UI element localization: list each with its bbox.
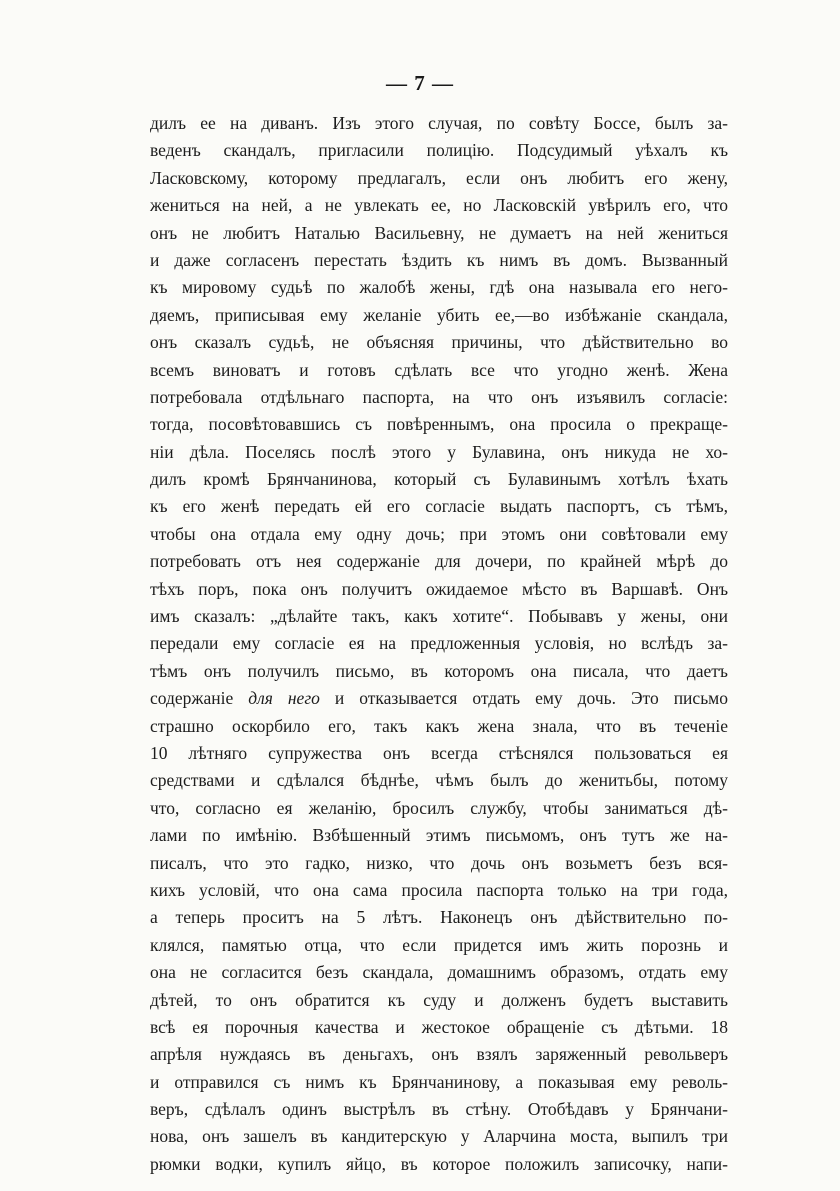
text-line: имъ сказалъ: „дѣлайте такъ, какъ хотите“. Побывавъ у жены, они (150, 606, 728, 627)
text-line: апрѣля нуждаясь въ деньгахъ, онъ взялъ заряженный револьверъ (150, 1044, 728, 1065)
text-line: писалъ, что это гадко, низко, что дочь онъ возьметъ безъ вся- (150, 852, 728, 873)
text-line: Ласковскому, которому предлагалъ, если онъ любитъ его жену, (150, 167, 728, 188)
text-line: что, согласно ея желанію, бросилъ службу, чтобы заниматься дѣ- (150, 797, 728, 818)
text-line: тѣхъ поръ, пока онъ получитъ ожидаемое мѣсто въ Варшавѣ. Онъ (150, 578, 728, 599)
text-line: чтобы она отдала ему одну дочь; при этомъ они совѣтовали ему (150, 523, 728, 544)
text-line: дилъ ее на диванъ. Изъ этого случая, по совѣту Боссе, былъ за- (150, 113, 728, 133)
text-line: къ его женѣ передать ей его согласіе выдать паспортъ, съ тѣмъ, (150, 496, 728, 517)
text-line: всѣ ея порочныя качества и жестокое обращеніе съ дѣтьми. 18 (150, 1016, 728, 1037)
text-line: тогда, посовѣтовавшись съ повѣреннымъ, она просила о прекраще- (150, 414, 728, 435)
text-line: она не согласится безъ скандала, домашнимъ образомъ, отдать ему (150, 962, 728, 983)
text-line: всемъ виноватъ и готовъ сдѣлать все что угодно женѣ. Жена (150, 359, 728, 380)
text-line: кихъ условій, что она сама просила паспорта только на три года, (150, 879, 728, 900)
text-line: дяемъ, приписывая ему желаніе убить ее,—во избѣжаніе скандала, (150, 304, 728, 325)
body-text (150, 110, 728, 1178)
text-line: средствами и сдѣлался бѣднѣе, чѣмъ былъ до женитьбы, потому (150, 770, 728, 791)
text-line: рюмки водки, купилъ яйцо, въ которое положилъ записочку, напи- (150, 1153, 728, 1174)
text-line: страшно оскорбило его, такъ какъ жена знала, что въ теченіе (150, 715, 728, 736)
text-line: къ мировому судьѣ по жалобѣ жены, гдѣ она называла его него- (150, 277, 728, 298)
text-line: веръ, сдѣлалъ одинъ выстрѣлъ въ стѣну. Отобѣдавъ у Брянчани- (150, 1099, 728, 1120)
text-line: содержаніе для него и отказывается отдать ему дочь. Это письмо (150, 688, 728, 709)
text-line: нова, онъ зашелъ въ кандитерскую у Аларчина моста, выпилъ три (150, 1126, 728, 1147)
text-line: дилъ кромѣ Брянчанинова, который съ Булавинымъ хотѣлъ ѣхать (150, 469, 728, 490)
text-line: тѣмъ онъ получилъ письмо, въ которомъ она писала, что даетъ (150, 660, 728, 681)
italic-phrase: для него (248, 688, 320, 709)
text-line: а теперь проситъ на 5 лѣтъ. Наконецъ онъ дѣйствительно по- (150, 907, 728, 928)
text-line: дѣтей, то онъ обратится къ суду и долженъ будетъ выставить (150, 989, 728, 1010)
text-line: потребовала отдѣльнаго паспорта, на что онъ изъявилъ согласіе: (150, 386, 728, 407)
text-line: 10 лѣтняго супружества онъ всегда стѣснялся пользоваться ея (150, 742, 728, 763)
text-line: клялся, памятью отца, что если придется имъ жить порознь и (150, 934, 728, 955)
text-line: и даже согласенъ перестать ѣздить къ нимъ въ домъ. Вызванный (150, 249, 728, 270)
text-line: онъ сказалъ судьѣ, не объясняя причины, что дѣйствительно во (150, 332, 728, 353)
text-line: ніи дѣла. Поселясь послѣ этого у Булавина, онъ никуда не хо- (150, 441, 728, 462)
text-line: передали ему согласіе ея на предложенныя условія, но вслѣдъ за- (150, 633, 728, 654)
page-number: — 7 — (386, 71, 454, 95)
text-line: потребовать отъ нея содержаніе для дочери, по крайней мѣрѣ до (150, 551, 728, 572)
text-line: жениться на ней, а не увлекать ее, но Ласковскій увѣрилъ его, что (150, 195, 728, 216)
text-line: и отправился съ нимъ къ Брянчанинову, а показывая ему револь- (150, 1071, 728, 1092)
text-line: онъ не любитъ Наталью Васильевну, не думаетъ на ней жениться (150, 222, 728, 243)
text-line: лами по имѣнію. Взбѣшенный этимъ письмомъ, онъ тутъ же на- (150, 825, 728, 846)
text-line: веденъ скандалъ, пригласили полицію. Подсудимый уѣхалъ къ (150, 140, 728, 161)
